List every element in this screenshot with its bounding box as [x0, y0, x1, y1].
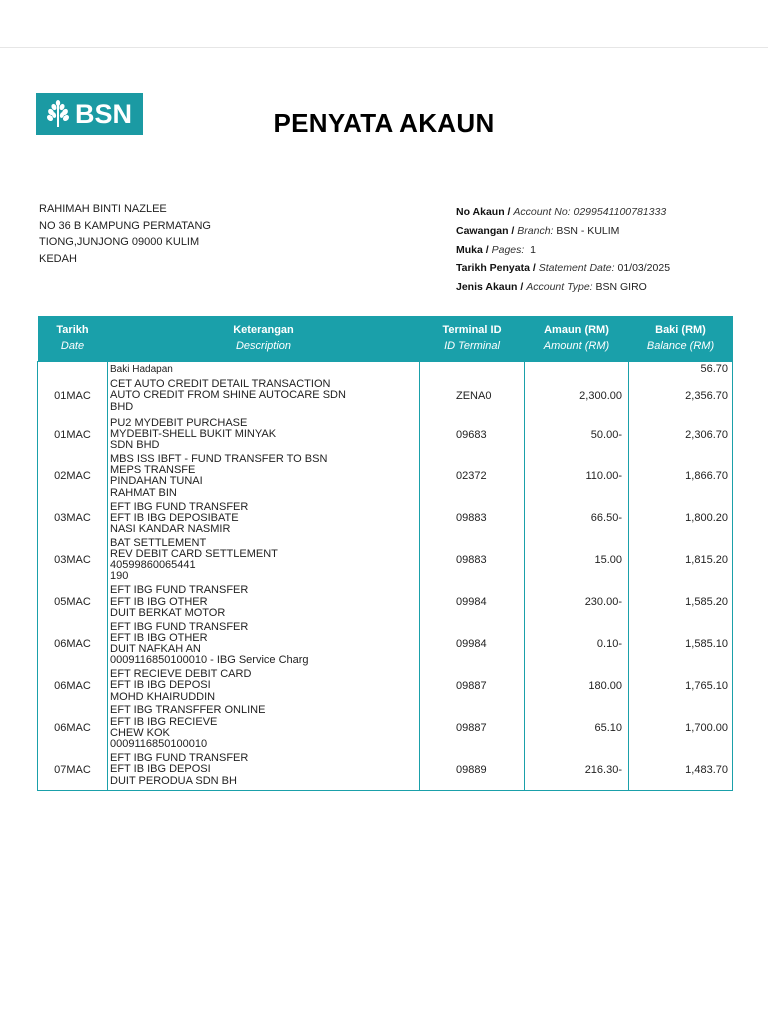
balance-cell: 2,356.70 [629, 377, 733, 415]
balance-cell: 1,585.20 [629, 583, 733, 622]
description-line: MBS ISS IBFT - FUND TRANSFER TO BSN [110, 454, 328, 465]
address-line: TIONG,JUNJONG 09000 KULIM [39, 236, 200, 248]
address-line: KEDAH [39, 252, 77, 265]
table-row [38, 499, 733, 538]
branch-row: Cawangan / Branch: BSN - KULIM [456, 224, 620, 237]
description-cell [108, 415, 420, 454]
description-line: EFT IB IBG DEPOSIBATE [110, 512, 239, 524]
account-number-row: No Akaun / Account No: 0299541100781333 [456, 206, 667, 218]
description-line: EFT IBG FUND TRANSFER [110, 501, 249, 513]
description-line: 190 [110, 571, 129, 583]
terminal-cell: 09887 [420, 666, 525, 705]
balance-cell: 1,866.70 [629, 454, 733, 499]
description-cell [108, 705, 420, 750]
date-cell: 02MAC [38, 454, 108, 499]
terminal-cell: ZENA0 [420, 377, 525, 415]
description-cell [108, 499, 420, 538]
terminal-cell: 09889 [420, 750, 525, 790]
date-cell [38, 361, 108, 377]
amount-cell: 2,300.00 [525, 377, 629, 415]
terminal-cell: 02372 [420, 454, 525, 499]
customer-address-block [39, 201, 211, 267]
description-line: CET AUTO CREDIT DETAIL TRANSACTION [110, 379, 331, 391]
description-line: 40599860065441 [110, 560, 196, 572]
date-cell: 05MAC [38, 583, 108, 622]
amount-cell: 15.00 [525, 538, 629, 583]
description-line: EFT IB IBG DEPOSI [110, 764, 211, 776]
balance-cell: 2,306.70 [629, 415, 733, 454]
terminal-cell: 09984 [420, 583, 525, 622]
terminal-cell: 09883 [420, 538, 525, 583]
description-line: REV DEBIT CARD SETTLEMENT [110, 549, 278, 561]
document-title: PENYATA AKAUN [273, 108, 495, 138]
description-line: BHD [110, 401, 134, 413]
description-cell [108, 583, 420, 622]
date-cell: 06MAC [38, 666, 108, 705]
description-line: EFT IB IBG OTHER [110, 632, 208, 644]
description-line: SDN BHD [110, 440, 160, 452]
balance-cell: 1,700.00 [629, 705, 733, 750]
description-line: EFT IB IBG OTHER [110, 596, 208, 608]
description-line: DUIT BERKAT MOTOR [110, 607, 226, 619]
terminal-cell: 09883 [420, 499, 525, 538]
terminal-cell [420, 361, 525, 377]
description-line: PINDAHAN TUNAI [110, 476, 203, 488]
account-info-block [456, 203, 670, 297]
amount-cell: 110.00- [525, 454, 629, 499]
date-cell: 06MAC [38, 705, 108, 750]
header-terminal: Terminal ID ID Terminal [442, 324, 502, 353]
date-cell: 01MAC [38, 377, 108, 415]
customer-name: RAHIMAH BINTI NAZLEE [39, 203, 167, 215]
balance-cell: 1,815.20 [629, 538, 733, 583]
amount-cell: 0.10- [525, 622, 629, 667]
description-line: AUTO CREDIT FROM SHINE AUTOCARE SDN [110, 390, 346, 402]
statement-date-row: Tarikh Penyata / Statement Date: 01/03/2025 [456, 262, 671, 275]
table-row [38, 750, 733, 790]
description-line: 0009116850100010 [110, 739, 208, 751]
account-number: 0299541100781333 [573, 206, 667, 218]
table-header-row [38, 316, 733, 361]
balance-cell: 1,585.10 [629, 622, 733, 667]
opening-balance-label: Baki Hadapan [108, 361, 420, 377]
balance-cell: 1,800.20 [629, 499, 733, 538]
transaction-table [37, 316, 733, 791]
page-top-bar [0, 0, 768, 48]
date-cell: 03MAC [38, 499, 108, 538]
header-balance: Baki (RM) Balance (RM) [646, 324, 715, 353]
account-type-value: BSN GIRO [595, 281, 647, 294]
balance-cell: 1,765.10 [629, 666, 733, 705]
opening-balance-row [38, 361, 733, 377]
description-line: EFT IBG FUND TRANSFER [110, 753, 249, 765]
amount-cell: 180.00 [525, 666, 629, 705]
table-row [38, 583, 733, 622]
header-date: Tarikh Date [56, 324, 89, 353]
table-row [38, 454, 733, 499]
description-line: NASI KANDAR NASMIR [110, 523, 231, 535]
table-row [38, 538, 733, 583]
amount-cell: 66.50- [525, 499, 629, 538]
description-cell [108, 377, 420, 415]
amount-cell: 65.10 [525, 705, 629, 750]
description-line: 0009116850100010 - IBG Service Charg [110, 655, 309, 667]
description-cell [108, 622, 420, 667]
amount-cell: 216.30- [525, 750, 629, 790]
description-line: BAT SETTLEMENT [110, 537, 207, 549]
terminal-cell: 09683 [420, 415, 525, 454]
description-line: CHEW KOK [110, 727, 170, 739]
description-cell [108, 538, 420, 583]
table-row [38, 377, 733, 415]
description-line: EFT IB IBG RECIEVE [110, 716, 218, 728]
pages-row: Muka / Pages: 1 [456, 243, 536, 256]
description-line: EFT IBG FUND TRANSFER [110, 621, 249, 633]
description-line: EFT IB IBG DEPOSI [110, 680, 211, 692]
table-row [38, 622, 733, 667]
date-cell: 01MAC [38, 415, 108, 454]
terminal-cell: 09887 [420, 705, 525, 750]
pages-value: 1 [530, 243, 536, 256]
table-row [38, 415, 733, 454]
header-description: Keterangan Description [233, 324, 294, 353]
description-line: EFT IBG TRANSFFER ONLINE [110, 705, 266, 717]
terminal-cell: 09984 [420, 622, 525, 667]
address-line: NO 36 B KAMPUNG PERMATANG [39, 219, 211, 232]
header-amount: Amaun (RM) Amount (RM) [543, 324, 610, 353]
description-line: EFT RECIEVE DEBIT CARD [110, 669, 252, 681]
description-line: RAHMAT BIN [110, 487, 177, 499]
date-cell: 06MAC [38, 622, 108, 667]
date-cell: 07MAC [38, 750, 108, 790]
table-row [38, 705, 733, 750]
amount-cell: 50.00- [525, 415, 629, 454]
amount-cell [525, 361, 629, 377]
description-line: DUIT NAFKAH AN [110, 644, 201, 656]
logo-text: BSN [75, 98, 133, 129]
description-line: MEPS TRANSFE [110, 465, 196, 477]
balance-cell: 1,483.70 [629, 750, 733, 790]
table-row [38, 666, 733, 705]
description-cell [108, 454, 420, 499]
date-cell: 03MAC [38, 538, 108, 583]
amount-cell: 230.00- [525, 583, 629, 622]
statement-date-value: 01/03/2025 [617, 262, 671, 275]
branch-value: BSN - KULIM [556, 224, 620, 237]
description-line: EFT IBG FUND TRANSFER [110, 585, 249, 597]
description-line: PU2 MYDEBIT PURCHASE [110, 417, 248, 429]
opening-balance-value: 56.70 [629, 361, 733, 377]
description-line: MOHD KHAIRUDDIN [110, 691, 216, 703]
description-line: DUIT PERODUA SDN BH [110, 775, 237, 787]
description-cell [108, 666, 420, 705]
description-line: MYDEBIT-SHELL BUKIT MINYAK [110, 428, 277, 440]
description-cell [108, 750, 420, 790]
account-type-row: Jenis Akaun / Account Type: BSN GIRO [456, 281, 647, 294]
